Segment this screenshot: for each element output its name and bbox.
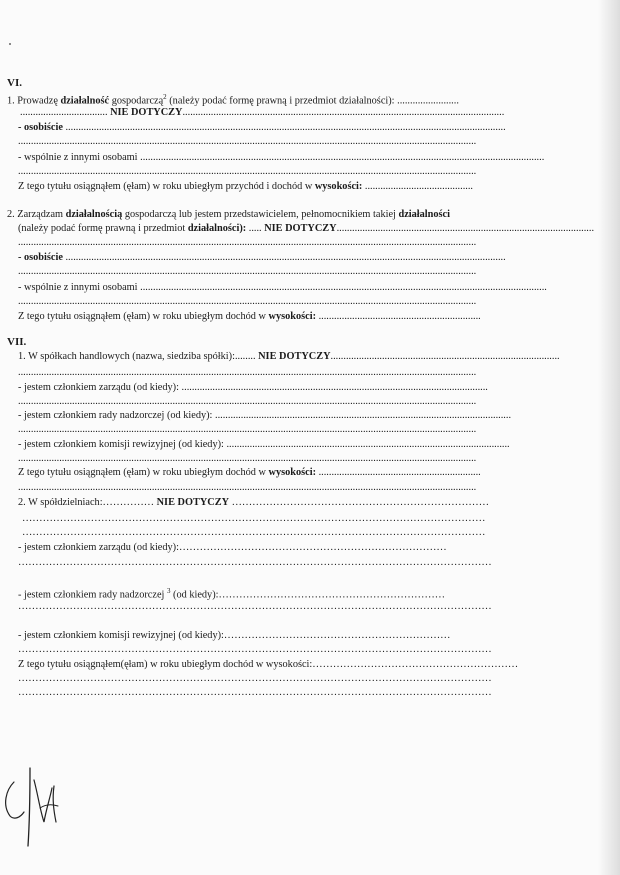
vii-item1-board: - jestem członkiem zarządu (od kiedy): ....................................................................................................................... [18, 382, 488, 393]
vi-item2-personally-cont: .................................................................................................................................................................................. [18, 266, 477, 277]
vii-item1-line: 1. W spółkach handlowych (nazwa, siedziba spółki):........ NIE DOTYCZY......................................................................................... [18, 351, 560, 362]
vi-item2-income: Z tego tytułu osiągnąłem (ęłam) w roku ubiegłym dochód w wysokości: ............................................................... [18, 311, 481, 322]
vi-item2-line2: (należy podać formę prawną i przedmiot działalności): ..... NIE DOTYCZY.................................................................................................... [18, 223, 595, 234]
scan-edge-shadow [598, 0, 620, 875]
vi-item1-answer: NIE DOTYCZY [110, 107, 183, 118]
vi-item1-jointly-cont: .................................................................................................................................................................................. [18, 166, 477, 177]
vii-item2-income-cont2: ………………………………………………………………………………………………………………………… [18, 687, 492, 698]
vii-item2-board: - jestem członkiem zarządu (od kiedy):…………………………………………………………………… [18, 542, 447, 553]
vii-item2-audit-cont: ………………………………………………………………………………………………………………………… [18, 644, 492, 655]
vii-item1-income: Z tego tytułu osiągnąłem (ęłam) w roku ubiegłym dochód w wysokości: ............................................................... [18, 467, 481, 478]
vii-item2-answer: NIE DOTYCZY [156, 497, 229, 508]
vi-item2-line: 2. Zarządzam działalnością gospodarczą lub jestem przedstawicielem, pełnomocnikiem takiej działalności [7, 209, 450, 220]
vii-item2-line: 2. W spółdzielniach:…………… NIE DOTYCZY ………………………………………………………………… [18, 497, 489, 508]
vii-item1-income-cont: .................................................................................................................................................................................. [18, 482, 477, 493]
vii-item1-blank: .................................................................................................................................................................................. [18, 367, 477, 378]
vii-item1-answer: NIE DOTYCZY [258, 351, 331, 362]
vii-item2-board-cont: ………………………………………………………………………………………………………………………… [18, 557, 492, 568]
vi-item2-jointly: - wspólnie z innymi osobami .............................................................................................................................................................. [18, 282, 547, 293]
vii-item2-blank1: ……………………………………………………………………………………………………………………… [22, 513, 486, 524]
vi-item1-answer-line: .................................. NIE DOTYCZY............................................................................................................................. [20, 107, 505, 118]
vii-item1-audit-cont: .................................................................................................................................................................................. [18, 453, 477, 464]
section-vii-heading: VII. [7, 336, 27, 348]
vii-item1-supervisory-cont: .................................................................................................................................................................................. [18, 424, 477, 435]
vi-item1-personally-cont: .................................................................................................................................................................................. [18, 136, 477, 147]
vi-item1-line: 1. Prowadzę działalność gospodarczą$^2$ (należy podać formę prawną i przedmiot działalności): ........................ [7, 93, 459, 107]
vi-item1-income: Z tego tytułu osiągnąłem (ęłam) w roku ubiegłym przychód i dochód w wysokości: .......................................... [18, 181, 474, 192]
vi-item1-jointly: - wspólnie z innymi osobami ............................................................................................................................................................. [18, 152, 545, 163]
vi-item1-personally: - osobiście ........................................................................................................................................................................... [18, 122, 506, 133]
vii-item1-audit: - jestem członkiem komisji rewizyjnej (od kiedy): .............................................................................................................. [18, 439, 510, 450]
vi-item2-jointly-cont: .................................................................................................................................................................................. [18, 296, 477, 307]
vii-item2-income: Z tego tytułu osiągnąłem(ęłam) w roku ubiegłym dochód w wysokości:…………………………………………………… [18, 659, 519, 670]
scan-speck [9, 43, 11, 45]
vi-item2-blank: .................................................................................................................................................................................. [18, 237, 477, 248]
section-vi-heading: VI. [7, 77, 22, 89]
vii-item1-supervisory: - jestem członkiem rady nadzorczej (od kiedy): ................................................................................................................... [18, 410, 512, 421]
handwritten-signature [0, 760, 80, 850]
vii-item2-blank2: ……………………………………………………………………………………………………………………… [22, 527, 486, 538]
vii-item1-board-cont: .................................................................................................................................................................................. [18, 396, 477, 407]
vi-item2-answer: NIE DOTYCZY [264, 223, 337, 234]
vii-item2-audit: - jestem członkiem komisji rewizyjnej (od kiedy):………………………………………………………… [18, 630, 451, 641]
vi-item2-personally: - osobiście ........................................................................................................................................................................... [18, 252, 506, 263]
vii-item2-income-cont1: ………………………………………………………………………………………………………………………… [18, 673, 492, 684]
vii-item2-supervisory-cont: ………………………………………………………………………………………………………………………… [18, 601, 492, 612]
vii-item2-supervisory: - jestem członkiem rady nadzorczej $^3$ (od kiedy):………………………………………………………… [18, 587, 446, 601]
